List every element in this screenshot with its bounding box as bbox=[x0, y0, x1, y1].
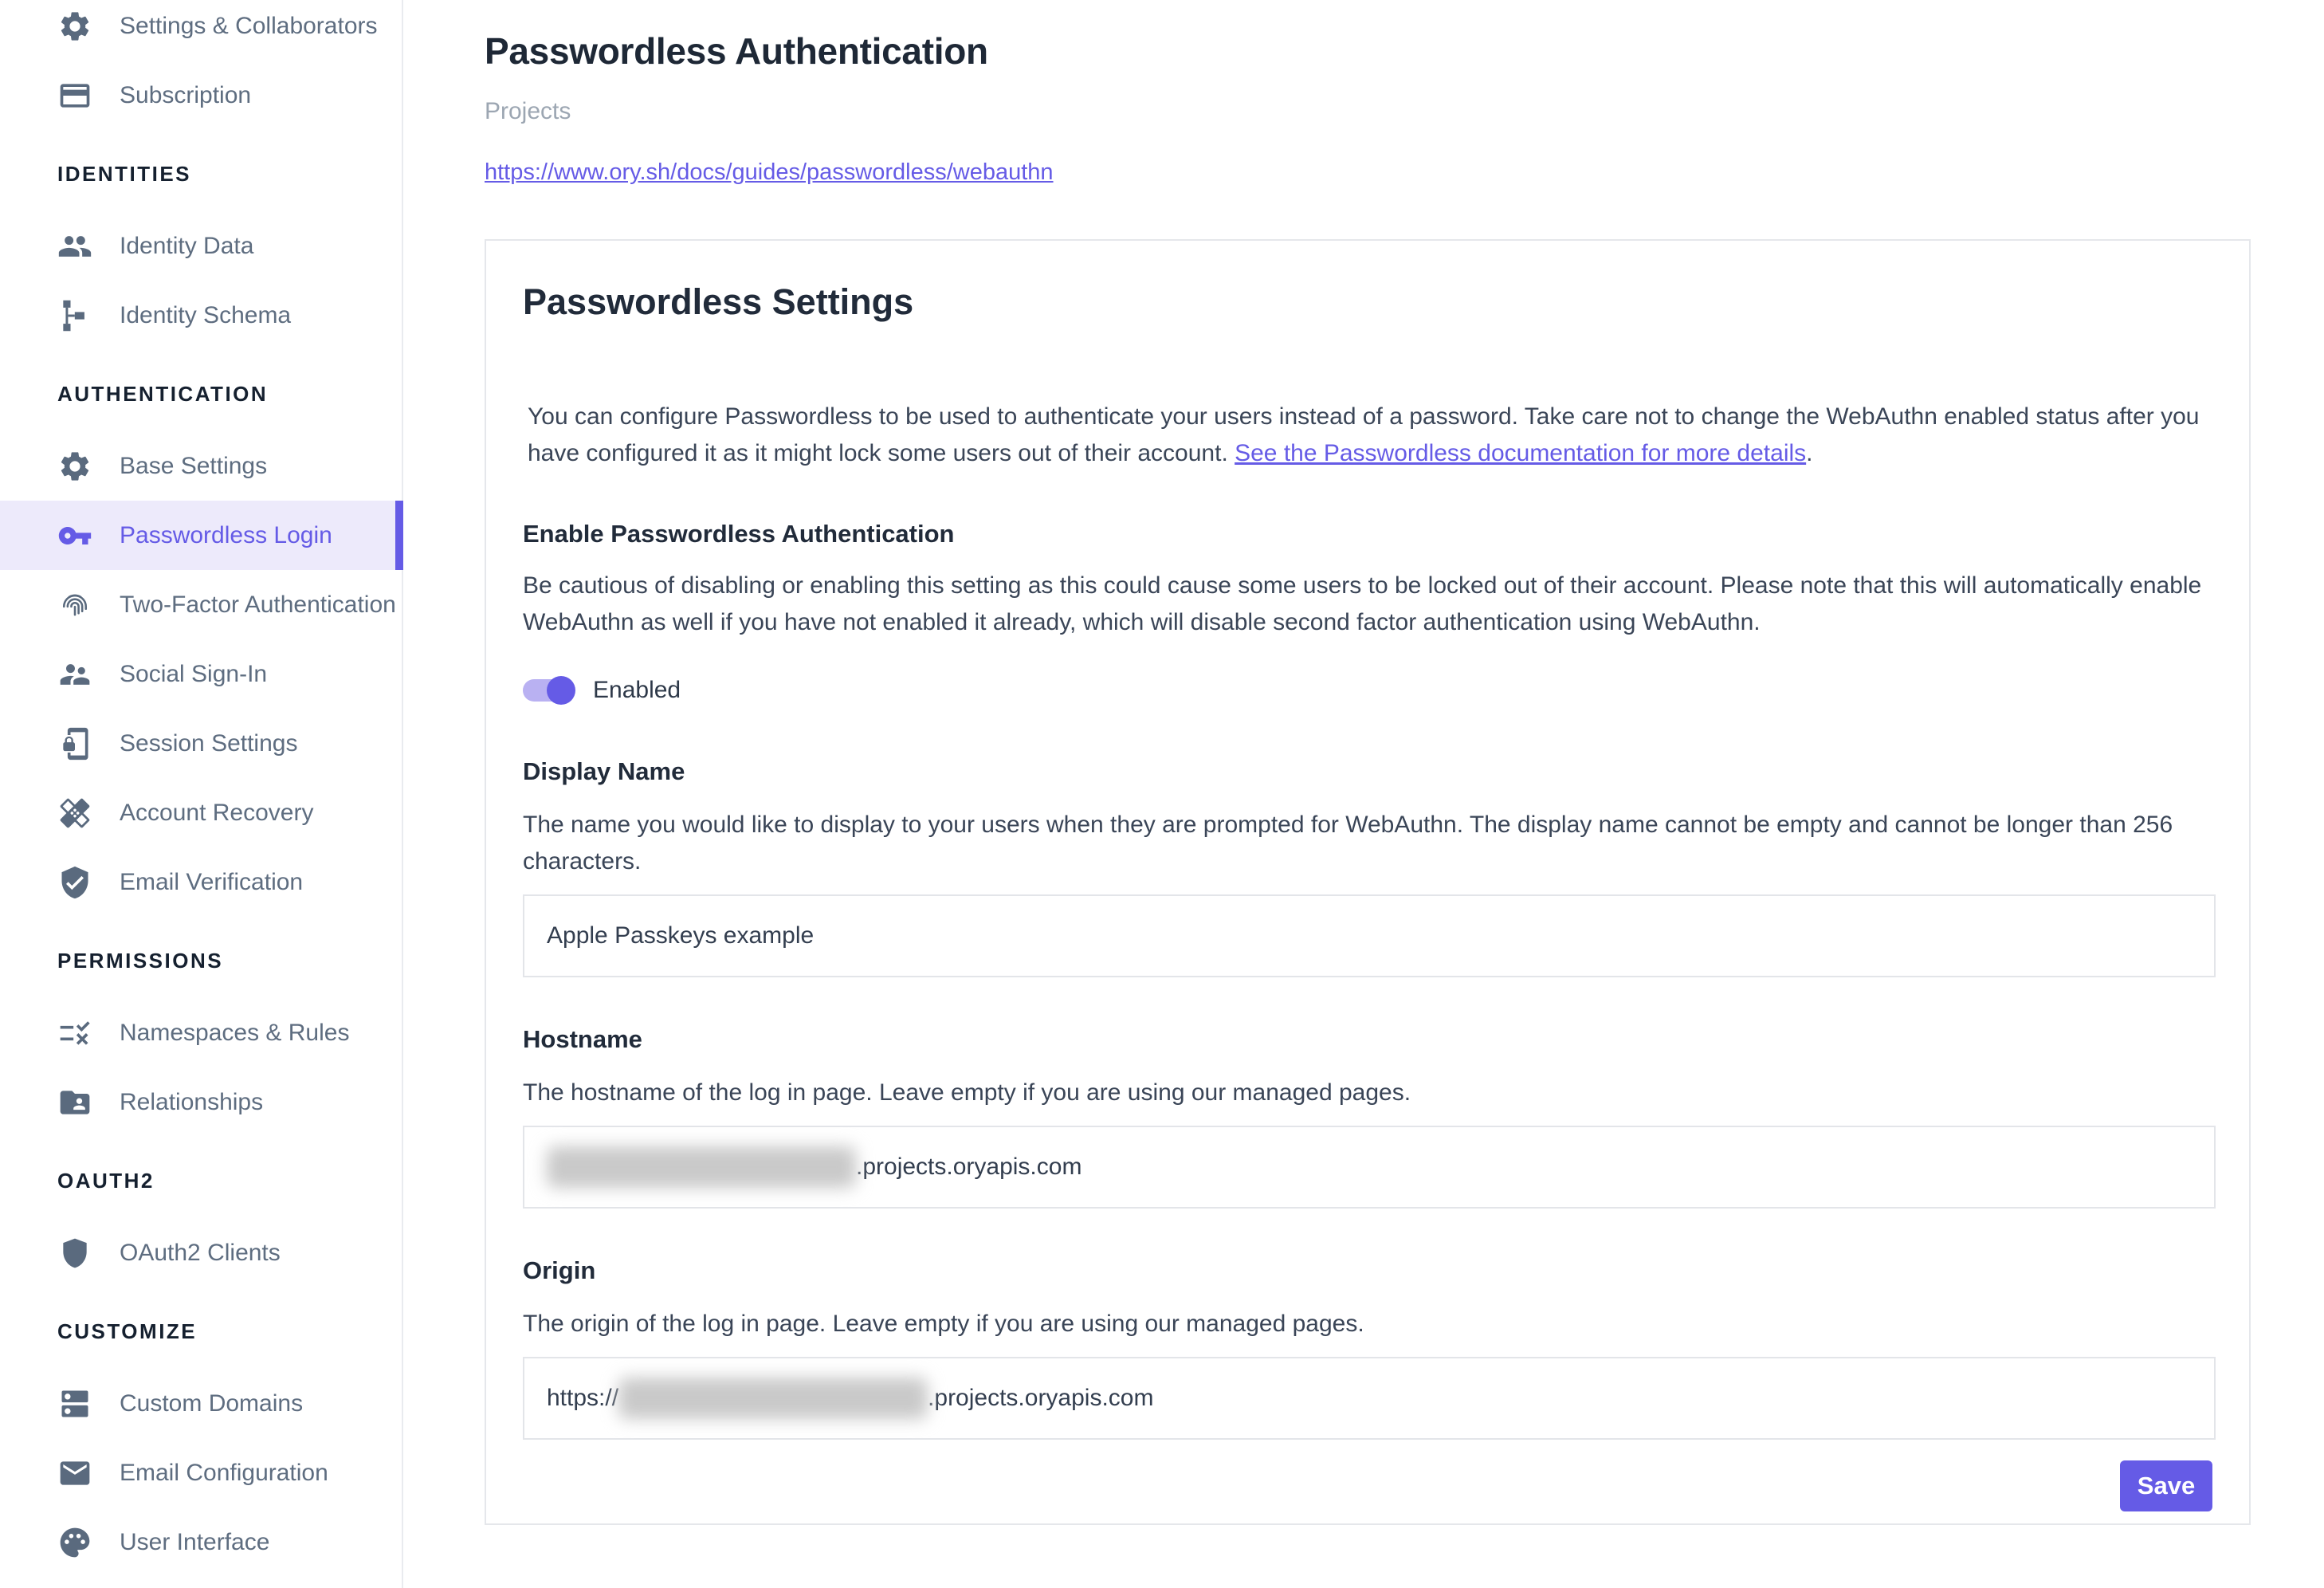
sidebar-section-identities: IDENTITIES bbox=[57, 162, 192, 186]
sidebar-item-label: Base Settings bbox=[120, 452, 268, 479]
sidebar-item-label: User Interface bbox=[120, 1528, 270, 1555]
palette-icon bbox=[57, 1525, 92, 1560]
enable-passwordless-description: Be cautious of disabling or enabling this setting as this could cause some users to be locked out of their account. Please note that this will automatically enable WebAuthn as well if you have not enabled it already, which will disable second factor authentication using WebAuthn. bbox=[523, 572, 2202, 635]
sidebar-item-namespaces-rules[interactable] bbox=[0, 998, 402, 1067]
gear-icon bbox=[57, 449, 92, 484]
enable-passwordless-label: Enable Passwordless Authentication bbox=[523, 520, 955, 548]
people-icon bbox=[57, 229, 92, 264]
card-heading: Passwordless Settings bbox=[523, 281, 914, 322]
passwordless-toggle[interactable] bbox=[523, 678, 572, 702]
passwordless-docs-link[interactable]: See the Passwordless documentation for more details bbox=[1235, 440, 1807, 466]
envelope-icon bbox=[57, 1456, 92, 1491]
sidebar-item-label: Settings & Collaborators bbox=[120, 12, 378, 39]
origin-label: Origin bbox=[523, 1256, 596, 1284]
sidebar-item-label: Namespaces & Rules bbox=[120, 1019, 350, 1046]
sidebar-item-label: Email Configuration bbox=[120, 1459, 328, 1486]
sidebar-section-permissions: PERMISSIONS bbox=[57, 949, 224, 973]
sidebar-item-email-verification[interactable] bbox=[0, 847, 402, 917]
origin-description: The origin of the log in page. Leave empty if you are using our managed pages. bbox=[523, 1311, 1364, 1337]
toggle-knob bbox=[547, 676, 575, 705]
sidebar-item-two-factor[interactable] bbox=[0, 570, 402, 639]
fingerprint-icon bbox=[57, 588, 92, 623]
sidebar-item-identity-schema[interactable] bbox=[0, 281, 402, 350]
sidebar-item-settings-collaborators[interactable] bbox=[0, 0, 402, 61]
sidebar-item-custom-domains[interactable] bbox=[0, 1369, 402, 1438]
display-name-description: The name you would like to display to your users when they are prompted for WebAuthn. The display name cannot be empty and cannot be longer than 256 characters. bbox=[523, 812, 2173, 875]
shield-icon bbox=[57, 1236, 92, 1271]
sidebar-item-identity-data[interactable] bbox=[0, 211, 402, 281]
sidebar-item-label: Email Verification bbox=[120, 868, 304, 895]
redacted-hostname bbox=[547, 1146, 856, 1188]
selected-indicator bbox=[395, 501, 403, 570]
sidebar-item-label: Session Settings bbox=[120, 729, 298, 757]
sidebar-item-label: Relationships bbox=[120, 1088, 264, 1115]
origin-input[interactable] bbox=[523, 1357, 2216, 1440]
rule-icon bbox=[57, 1016, 92, 1051]
sidebar-item-label: Account Recovery bbox=[120, 799, 314, 826]
toggle-row bbox=[523, 671, 2212, 709]
origin-prefix: https:// bbox=[547, 1385, 619, 1411]
hostname-description: The hostname of the log in page. Leave empty if you are using our managed pages. bbox=[523, 1079, 1411, 1106]
sidebar-item-label: OAuth2 Clients bbox=[120, 1239, 281, 1266]
social-people-icon bbox=[57, 657, 92, 692]
save-row bbox=[523, 1460, 2212, 1511]
hostname-suffix: .projects.oryapis.com bbox=[856, 1154, 1082, 1180]
save-button[interactable]: Save bbox=[2120, 1460, 2212, 1511]
redacted-origin bbox=[618, 1378, 928, 1419]
sidebar-item-subscription[interactable] bbox=[0, 61, 402, 130]
sidebar-item-user-interface[interactable] bbox=[0, 1507, 402, 1577]
hostname-label: Hostname bbox=[523, 1025, 642, 1053]
breadcrumb: Projects bbox=[485, 98, 571, 124]
credit-card-icon bbox=[57, 78, 92, 113]
sidebar-item-label: Social Sign-In bbox=[120, 660, 268, 687]
sidebar-item-label: Subscription bbox=[120, 81, 252, 108]
toggle-state-label: Enabled bbox=[593, 677, 681, 703]
dns-icon bbox=[57, 1386, 92, 1421]
intro-text: You can configure Passwordless to be used to authenticate your users instead of a password. Take care not to change the WebAuthn enabled status after you have configured it as it might lock some users out of their account. bbox=[528, 403, 2200, 466]
intro-period: . bbox=[1806, 440, 1813, 466]
healing-icon bbox=[57, 796, 92, 831]
sidebar-item-label: Two-Factor Authentication bbox=[120, 591, 396, 618]
sidebar-item-base-settings[interactable] bbox=[0, 431, 402, 501]
sidebar-item-session-settings[interactable] bbox=[0, 709, 402, 778]
sidebar-section-authentication: AUTHENTICATION bbox=[57, 382, 269, 406]
display-name-label: Display Name bbox=[523, 757, 685, 785]
passwordless-settings-card bbox=[485, 239, 2251, 1525]
hostname-input[interactable] bbox=[523, 1126, 2216, 1209]
sidebar-item-oauth2-clients[interactable] bbox=[0, 1218, 402, 1287]
key-icon bbox=[57, 518, 92, 553]
sidebar bbox=[0, 0, 403, 1588]
gear-icon bbox=[57, 9, 92, 44]
main-content bbox=[403, 0, 2324, 1588]
sidebar-item-email-configuration[interactable] bbox=[0, 1438, 402, 1507]
sidebar-item-social-sign-in[interactable] bbox=[0, 639, 402, 709]
display-name-input[interactable] bbox=[523, 894, 2216, 977]
sidebar-item-label: Passwordless Login bbox=[120, 521, 332, 548]
sidebar-item-label: Identity Data bbox=[120, 232, 254, 259]
card-intro bbox=[523, 399, 2212, 472]
sidebar-item-relationships[interactable] bbox=[0, 1067, 402, 1137]
shield-check-icon bbox=[57, 865, 92, 900]
phone-lock-icon bbox=[57, 726, 92, 761]
sidebar-section-oauth2: OAUTH2 bbox=[57, 1169, 155, 1193]
folder-person-icon bbox=[57, 1085, 92, 1120]
sidebar-section-customize: CUSTOMIZE bbox=[57, 1319, 198, 1343]
page-title: Passwordless Authentication bbox=[485, 30, 988, 72]
sidebar-item-label: Identity Schema bbox=[120, 301, 292, 328]
origin-suffix: .projects.oryapis.com bbox=[928, 1385, 1154, 1411]
sidebar-item-account-recovery[interactable] bbox=[0, 778, 402, 847]
sidebar-nav bbox=[0, 0, 402, 1577]
schema-icon bbox=[57, 298, 92, 333]
sidebar-item-passwordless-login[interactable] bbox=[0, 501, 402, 570]
sidebar-item-label: Custom Domains bbox=[120, 1390, 304, 1417]
docs-link[interactable]: https://www.ory.sh/docs/guides/passwordless/webauthn bbox=[485, 159, 1054, 185]
